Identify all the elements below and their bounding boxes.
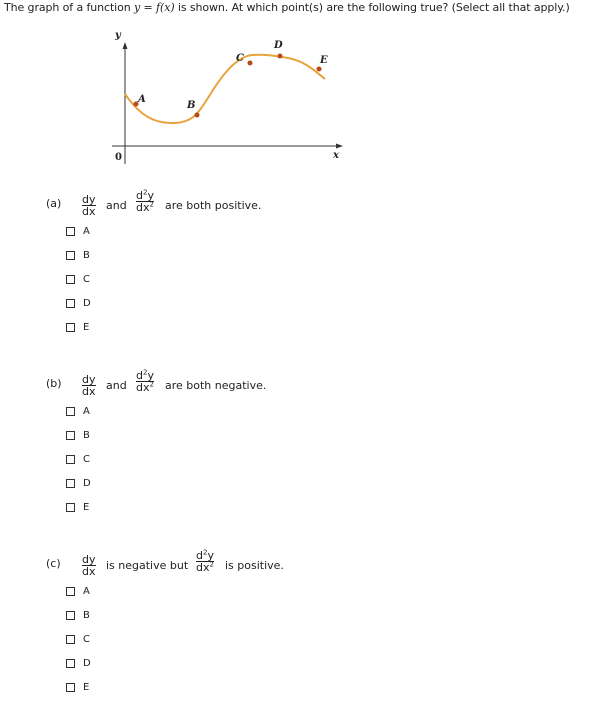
checkbox[interactable]	[66, 299, 75, 308]
point-d	[278, 54, 283, 59]
option-c[interactable]: C	[66, 632, 90, 646]
checkbox[interactable]	[66, 503, 75, 512]
part-c	[0, 548, 608, 727]
part-c-label: (c)	[46, 557, 61, 570]
checkbox[interactable]	[66, 431, 75, 440]
checkbox[interactable]	[66, 275, 75, 284]
y-axis-label: y	[115, 30, 121, 41]
option-e[interactable]: E	[66, 320, 89, 334]
option-e[interactable]: E	[66, 680, 89, 694]
point-d-label: D	[274, 40, 283, 51]
checkbox[interactable]	[66, 251, 75, 260]
checkbox[interactable]	[66, 611, 75, 620]
x-axis-label: x	[333, 150, 339, 161]
d2y-dx2-fraction: $\frac{d^2y}{dx^2}$	[136, 368, 154, 394]
option-a[interactable]: A	[66, 584, 90, 598]
part-a-statement: are both positive.	[165, 199, 262, 212]
question-function: y = f(x)	[134, 1, 175, 14]
option-d[interactable]: D	[66, 296, 91, 310]
point-a-label: A	[138, 94, 146, 105]
d2y-dx2-fraction: $\frac{d^2y}{dx^2}$	[196, 548, 214, 574]
checkbox[interactable]	[66, 323, 75, 332]
x-axis-arrow	[336, 144, 343, 149]
origin-label: 0	[115, 152, 122, 163]
checkbox[interactable]	[66, 455, 75, 464]
part-a-label: (a)	[46, 197, 62, 210]
part-b-label: (b)	[46, 377, 62, 390]
point-b	[195, 113, 200, 118]
part-a-connector: and	[106, 199, 127, 212]
question-prefix: The graph of a function	[4, 1, 131, 14]
function-curve	[125, 55, 325, 123]
checkbox[interactable]	[66, 407, 75, 416]
function-graph	[100, 26, 350, 166]
part-c-connector: is negative but	[106, 559, 189, 572]
part-c-statement: is positive.	[225, 559, 284, 572]
option-b[interactable]: B	[66, 248, 90, 262]
point-b-label: B	[187, 100, 196, 111]
checkbox[interactable]	[66, 683, 75, 692]
point-e-label: E	[320, 55, 328, 66]
checkbox[interactable]	[66, 227, 75, 236]
part-a	[0, 188, 608, 367]
checkbox[interactable]	[66, 659, 75, 668]
part-b-statement: are both negative.	[165, 379, 267, 392]
option-c[interactable]: C	[66, 452, 90, 466]
option-d[interactable]: D	[66, 656, 91, 670]
y-axis-arrow	[123, 42, 128, 49]
checkbox[interactable]	[66, 635, 75, 644]
option-d[interactable]: D	[66, 476, 91, 490]
dy-dx-fraction: $\frac{dy}{dx}$	[82, 553, 96, 578]
dy-dx-fraction: $\frac{dy}{dx}$	[82, 193, 96, 218]
option-b[interactable]: B	[66, 428, 90, 442]
part-b	[0, 368, 608, 547]
point-c-label: C	[236, 53, 244, 64]
checkbox[interactable]	[66, 479, 75, 488]
option-c[interactable]: C	[66, 272, 90, 286]
d2y-dx2-fraction: $\frac{d^2y}{dx^2}$	[136, 188, 154, 214]
option-a[interactable]: A	[66, 224, 90, 238]
checkbox[interactable]	[66, 587, 75, 596]
dy-dx-fraction: $\frac{dy}{dx}$	[82, 373, 96, 398]
point-c	[248, 61, 253, 66]
option-e[interactable]: E	[66, 500, 89, 514]
question-text	[4, 1, 570, 14]
question-suffix: is shown. At which point(s) are the following true? (Select all that apply.)	[177, 1, 570, 14]
part-b-connector: and	[106, 379, 127, 392]
point-e	[317, 67, 322, 72]
option-a[interactable]: A	[66, 404, 90, 418]
option-b[interactable]: B	[66, 608, 90, 622]
